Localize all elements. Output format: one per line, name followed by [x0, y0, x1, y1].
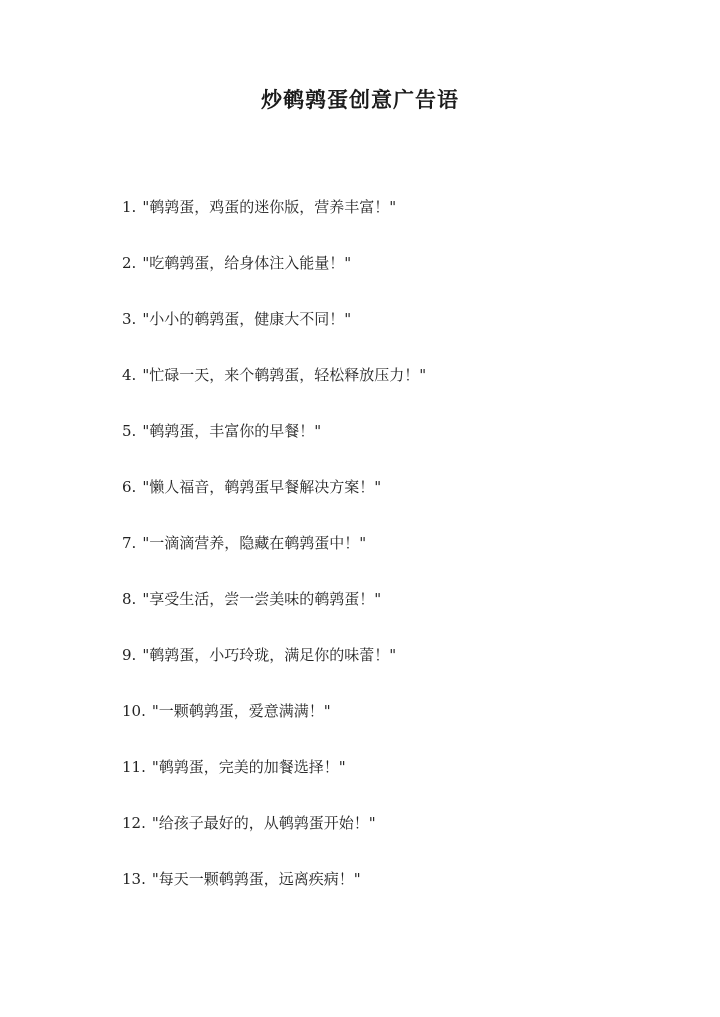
item-number: 7.	[122, 534, 137, 552]
item-number: 10.	[122, 702, 146, 720]
slogan-text: "给孩子最好的，从鹌鹑蛋开始！"	[151, 814, 376, 832]
slogan-text: "鹌鹑蛋，鸡蛋的迷你版，营养丰富！"	[142, 198, 397, 216]
slogan-text: "忙碌一天，来个鹌鹑蛋，轻松释放压力！"	[142, 366, 427, 384]
slogan-text: "鹌鹑蛋，丰富你的早餐！"	[142, 422, 322, 440]
list-item	[122, 700, 426, 756]
list-item	[122, 476, 426, 532]
list-item	[122, 364, 426, 420]
item-number: 13.	[122, 870, 146, 888]
list-item	[122, 812, 426, 868]
list-item	[122, 420, 426, 476]
slogan-text: "享受生活，尝一尝美味的鹌鹑蛋！"	[142, 590, 382, 608]
slogan-text: "每天一颗鹌鹑蛋，远离疾病！"	[151, 870, 361, 888]
item-number: 4.	[122, 366, 137, 384]
list-item	[122, 196, 426, 252]
slogan-text: "懒人福音，鹌鹑蛋早餐解决方案！"	[142, 478, 382, 496]
slogan-text: "吃鹌鹑蛋，给身体注入能量！"	[142, 254, 352, 272]
list-item	[122, 588, 426, 644]
item-number: 5.	[122, 422, 137, 440]
slogan-list	[122, 196, 426, 924]
list-item	[122, 756, 426, 812]
slogan-text: "鹌鹑蛋，小巧玲珑，满足你的味蕾！"	[142, 646, 397, 664]
item-number: 11.	[122, 758, 146, 776]
list-item	[122, 868, 426, 924]
list-item	[122, 644, 426, 700]
list-item	[122, 532, 426, 588]
slogan-text: "小小的鹌鹑蛋，健康大不同！"	[142, 310, 352, 328]
list-item	[122, 308, 426, 364]
list-item	[122, 252, 426, 308]
item-number: 1.	[122, 198, 137, 216]
page-title: 炒鹌鹑蛋创意广告语	[261, 87, 459, 112]
item-number: 2.	[122, 254, 137, 272]
item-number: 8.	[122, 590, 137, 608]
item-number: 9.	[122, 646, 137, 664]
slogan-text: "一颗鹌鹑蛋，爱意满满！"	[151, 702, 331, 720]
slogan-text: "一滴滴营养，隐藏在鹌鹑蛋中！"	[142, 534, 367, 552]
item-number: 6.	[122, 478, 137, 496]
item-number: 12.	[122, 814, 146, 832]
slogan-text: "鹌鹑蛋，完美的加餐选择！"	[151, 758, 346, 776]
item-number: 3.	[122, 310, 137, 328]
